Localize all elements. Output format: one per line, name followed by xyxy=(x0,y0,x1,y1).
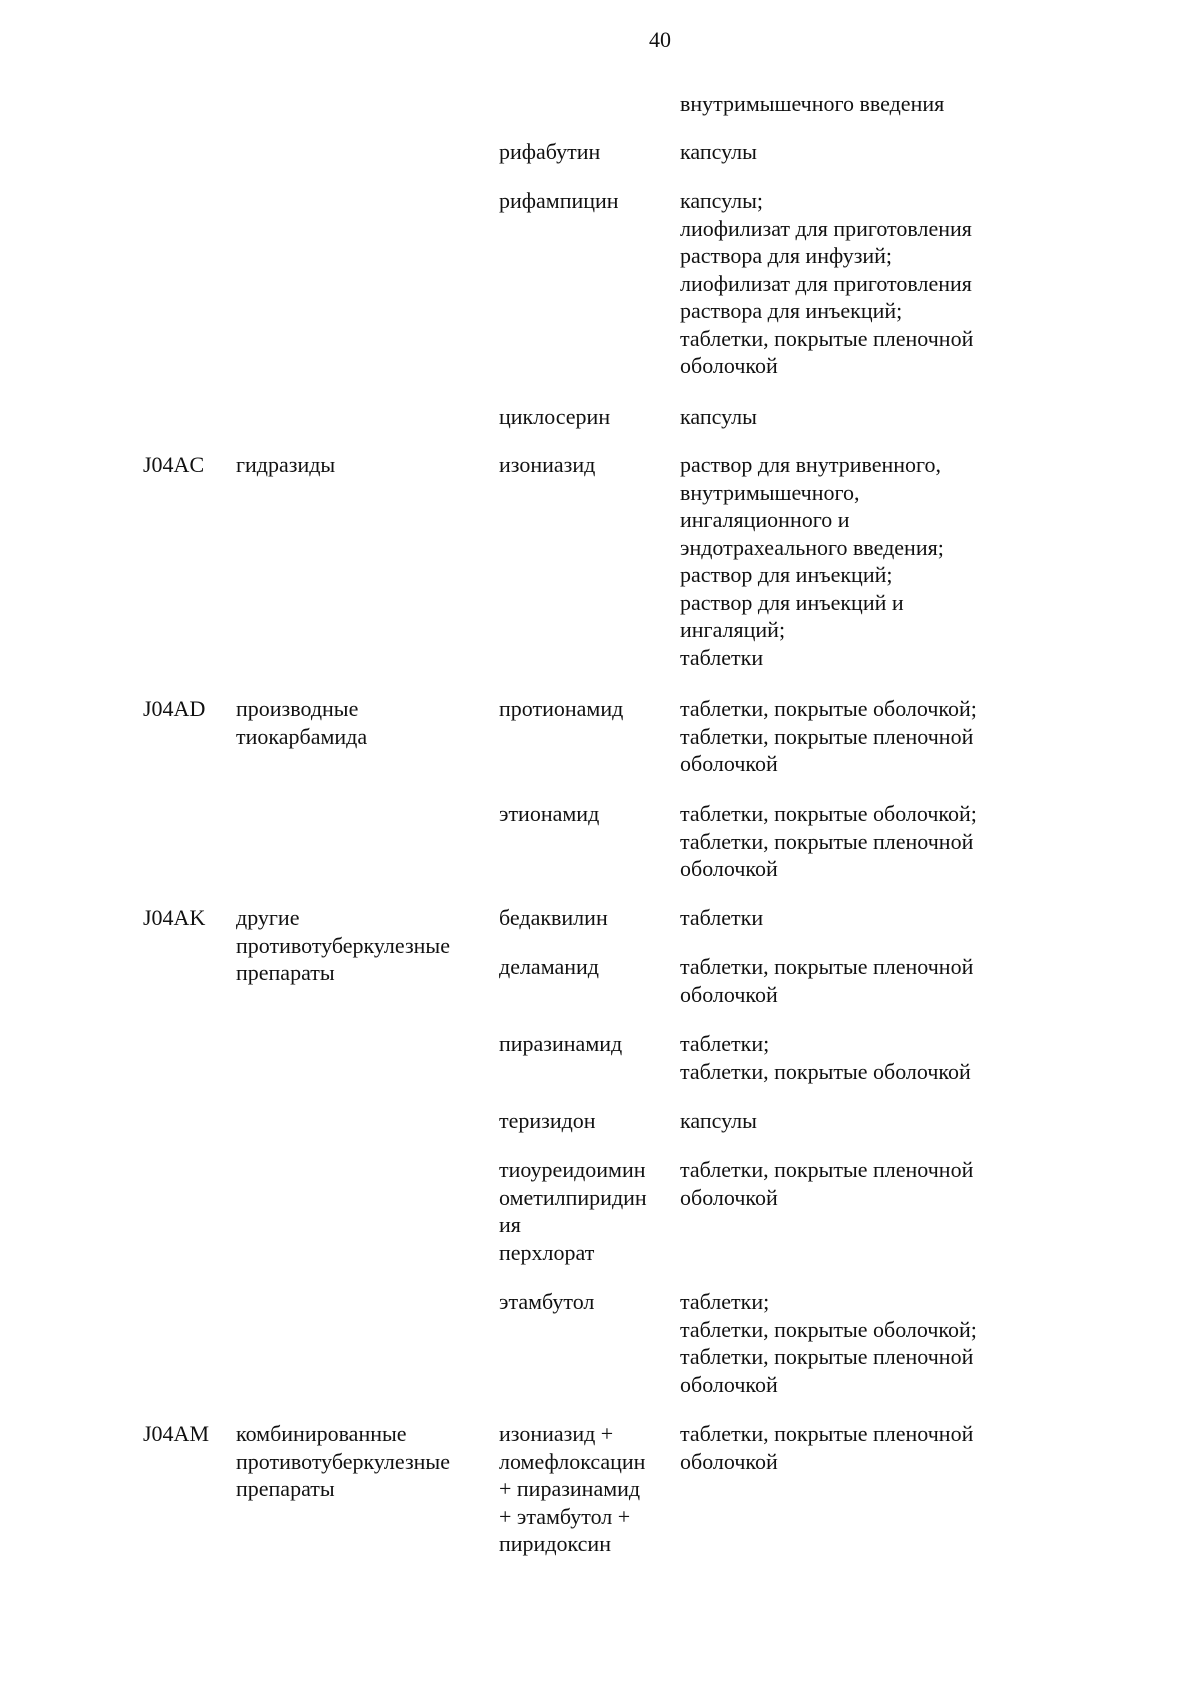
dosage-forms-cell xyxy=(680,1030,971,1085)
dosage-form-line: оболочкой xyxy=(680,856,778,881)
dosage-form-line: таблетки, покрытые пленочной xyxy=(680,828,974,854)
drug-name-cell xyxy=(499,138,600,166)
drug-line: деламанид xyxy=(499,954,599,979)
drug-line: изониазид xyxy=(499,452,596,477)
drug-line: теризидон xyxy=(499,1108,596,1133)
dosage-forms-cell xyxy=(680,953,973,1008)
dosage-forms-cell xyxy=(680,1107,757,1135)
drug-name-cell xyxy=(499,1107,596,1135)
dosage-form-line: капсулы xyxy=(680,139,757,164)
group-name-cell xyxy=(236,695,367,750)
drug-name-cell xyxy=(499,904,608,932)
group-line: производные xyxy=(236,696,359,721)
drug-name-cell xyxy=(499,1030,622,1058)
drug-name-cell xyxy=(499,1420,645,1558)
dosage-forms-cell xyxy=(680,904,763,932)
dosage-form-line: таблетки; xyxy=(680,1031,770,1056)
drug-line: пиридоксин xyxy=(499,1531,611,1556)
dosage-form-line: капсулы xyxy=(680,404,757,429)
dosage-form-line: таблетки xyxy=(680,905,764,930)
dosage-forms-cell xyxy=(680,1288,977,1398)
dosage-form-line: таблетки, покрытые пленочной xyxy=(680,954,974,979)
group-line: препараты xyxy=(236,960,335,985)
dosage-form-line: ингаляционного и xyxy=(680,507,850,532)
group-line: гидразиды xyxy=(236,452,336,477)
atc-code-cell: J04AK xyxy=(143,905,206,930)
group-line: противотуберкулезные xyxy=(236,1448,450,1474)
dosage-form-line: таблетки, покрытые пленочной xyxy=(680,1157,974,1182)
drug-name-cell xyxy=(499,451,595,479)
dosage-form-line: раствор для инъекций; xyxy=(680,562,893,587)
dosage-form-line: оболочкой xyxy=(680,353,778,378)
group-line: другие xyxy=(236,905,300,930)
drug-line: тиоуреидоимин xyxy=(499,1157,646,1182)
dosage-form-line: раствора для инъекций; xyxy=(680,298,903,323)
drug-line: пиразинамид xyxy=(499,1031,623,1056)
dosage-form-line: таблетки, покрытые пленочной xyxy=(680,723,974,749)
group-line: тиокарбамида xyxy=(236,723,368,749)
dosage-form-line: оболочкой xyxy=(680,1184,778,1210)
dosage-forms-cell xyxy=(680,403,757,431)
drug-name-cell xyxy=(499,953,599,981)
dosage-forms-cell xyxy=(680,695,977,778)
dosage-form-line: таблетки xyxy=(680,644,764,670)
dosage-forms-cell xyxy=(680,800,977,883)
dosage-form-line: раствор для инъекций и xyxy=(680,589,904,615)
drug-line: ия xyxy=(499,1212,521,1237)
dosage-form-line: таблетки, покрытые оболочкой; xyxy=(680,696,977,721)
drug-line: ометилпиридин xyxy=(499,1184,647,1210)
dosage-form-line: капсулы xyxy=(680,1108,757,1133)
dosage-form-line: таблетки, покрытые пленочной xyxy=(680,1421,974,1446)
dosage-form-line: таблетки, покрытые оболочкой; xyxy=(680,1316,977,1342)
page-number: 40 xyxy=(649,27,671,52)
dosage-form-line: капсулы; xyxy=(680,188,763,213)
dosage-form-line: лиофилизат для приготовления xyxy=(680,270,972,296)
dosage-form-line: таблетки; xyxy=(680,1289,770,1314)
dosage-form-line: раствора для инфузий; xyxy=(680,243,893,268)
drug-line: протионамид xyxy=(499,696,624,721)
drug-name-cell xyxy=(499,403,610,431)
group-line: противотуберкулезные xyxy=(236,932,450,958)
drug-name-cell xyxy=(499,695,623,723)
drug-line: рифампицин xyxy=(499,188,619,213)
drug-name-cell xyxy=(499,1156,647,1266)
drug-name-cell xyxy=(499,187,619,215)
atc-code-cell: J04AD xyxy=(143,696,206,721)
drug-line: бедаквилин xyxy=(499,905,608,930)
atc-code-cell: J04AM xyxy=(143,1421,210,1446)
dosage-form-line: лиофилизат для приготовления xyxy=(680,215,972,241)
dosage-form-line: таблетки, покрытые пленочной xyxy=(680,1344,974,1369)
group-name-cell xyxy=(236,1420,450,1503)
drug-line: циклосерин xyxy=(499,404,611,429)
drug-line: + этамбутол + xyxy=(499,1503,631,1529)
dosage-forms-cell xyxy=(680,187,973,380)
group-name-cell xyxy=(236,904,450,987)
drug-name-cell xyxy=(499,800,599,828)
dosage-form-line: эндотрахеального введения; xyxy=(680,534,944,560)
dosage-forms-cell xyxy=(680,1156,973,1211)
dosage-form-line: раствор для внутривенного, xyxy=(680,452,942,477)
dosage-form-line: оболочкой xyxy=(680,751,778,776)
drug-line: + пиразинамид xyxy=(499,1476,641,1501)
drug-line: этионамид xyxy=(499,801,600,826)
dosage-form-line: таблетки, покрытые оболочкой; xyxy=(680,801,977,826)
dosage-form-line: внутримышечного, xyxy=(680,479,860,505)
dosage-forms-cell xyxy=(680,451,944,671)
dosage-forms-cell xyxy=(680,90,944,118)
group-name-cell xyxy=(236,451,335,479)
dosage-form-line: оболочкой xyxy=(680,981,778,1007)
dosage-form-line: оболочкой xyxy=(680,1448,778,1474)
dosage-form-line: ингаляций; xyxy=(680,617,786,642)
drug-line: перхлорат xyxy=(499,1239,595,1265)
drug-name-cell xyxy=(499,1288,594,1316)
atc-code-cell: J04AC xyxy=(143,452,205,477)
dosage-forms-cell xyxy=(680,138,757,166)
dosage-form-line: таблетки, покрытые оболочкой xyxy=(680,1058,971,1084)
dosage-forms-cell xyxy=(680,1420,973,1475)
group-line: препараты xyxy=(236,1476,335,1501)
dosage-form-line: таблетки, покрытые пленочной xyxy=(680,325,974,351)
drug-line: ломефлоксацин xyxy=(499,1448,646,1474)
dosage-form-line: оболочкой xyxy=(680,1371,778,1397)
drug-line: изониазид + xyxy=(499,1421,614,1446)
dosage-form-line: внутримышечного введения xyxy=(680,91,945,116)
drug-line: рифабутин xyxy=(499,139,601,164)
drug-line: этамбутол xyxy=(499,1289,595,1314)
group-line: комбинированные xyxy=(236,1421,407,1446)
